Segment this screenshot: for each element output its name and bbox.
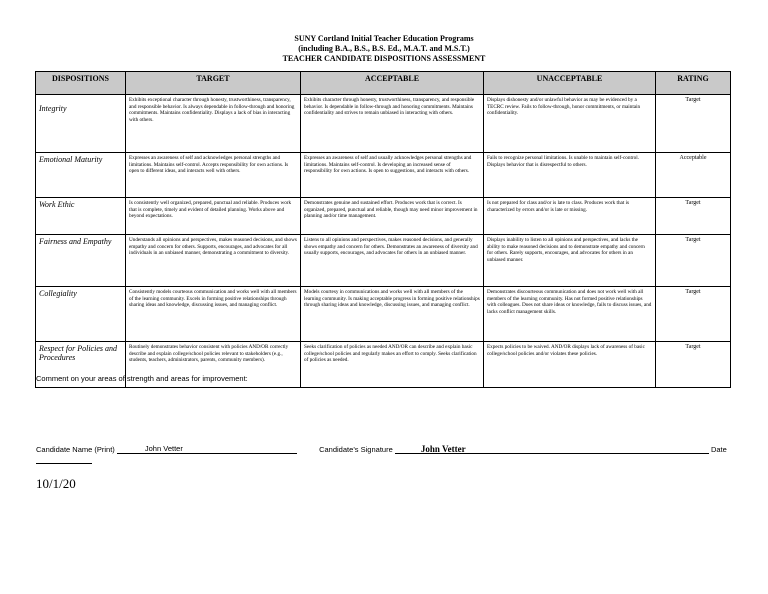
- acceptable-description: Listens to all opinions and perspectives, makes reasoned decisions, and generally shows empathy and concern for others. Demonstrates an awareness of diversity and usually supports, encourages, and advocates for others in an unbiased manner.: [301, 235, 484, 287]
- target-description: Understands all opinions and perspectives, makes reasoned decisions, and shows empathy and concern for others. Supports, encourages, and advocates for all individuals in an unbiased manner, demonstrating a commitment to diversity.: [126, 235, 301, 287]
- target-description: Is consistently well organized, prepared, punctual and reliable. Produces work that is complete, timely and evident of detailed planning. Works above and beyond expectations.: [126, 198, 301, 235]
- unacceptable-description: Displays dishonesty and/or unlawful behavior as may be evidenced by a TECRC review. Fails to follow-through, honor commitments, or maintain confidentiality.: [484, 95, 656, 153]
- target-description: Consistently models courteous communication and works well with all members of the learning community. Excels in forming positive relationships through sharing ideas and knowledge, discussing issues, and managing conflict.: [126, 287, 301, 342]
- header-rating: RATING: [656, 72, 731, 95]
- form-degree-subtitle: (including B.A., B.S., B.S. Ed., M.A.T. and M.S.T.): [298, 44, 470, 53]
- rating-value: Target: [656, 198, 731, 235]
- header-dispositions: DISPOSITIONS: [36, 72, 126, 95]
- rating-value: Target: [656, 235, 731, 287]
- target-description: Routinely demonstrates behavior consistent with policies AND/OR correctly describe and explain college/school policies relevant to stakeholders (e.g., students, teachers, administrators, parents, community members).: [126, 342, 301, 388]
- candidate-signature-field[interactable]: [421, 444, 709, 454]
- disposition-name: Collegiality: [36, 287, 126, 342]
- header-target: TARGET: [126, 72, 301, 95]
- disposition-name: Respect for Policies and Procedures: [36, 342, 126, 388]
- candidate-name-underline-lead: [117, 444, 145, 454]
- table-row: [36, 153, 731, 198]
- unacceptable-description: Demonstrates discourteous communication and does not work well with all members of the learning community. Has not formed positive relationships with colleagues. Does not share ideas or knowledge, fails to discuss issues, and lacks conflict management skills.: [484, 287, 656, 342]
- dispositions-rubric-table: [35, 71, 731, 388]
- table-row: [36, 287, 731, 342]
- unacceptable-description: Fails to recognize personal limitations. Is unable to maintain self-control. Displays behavior that is disrespectful to others.: [484, 153, 656, 198]
- unacceptable-description: Displays inability to listen to all opinions and perspectives, and lacks the ability to make reasoned decisions and to demonstrate empathy and concern for others. Rarely supports, encourages, and advocates for others in an unbiased manner.: [484, 235, 656, 287]
- acceptable-description: Expresses an awareness of self and usually acknowledges personal strengths and limitations. Maintains self-control. Is developing an increased sense of responsibility for own actions. Is open to suggestions, and interacts with others.: [301, 153, 484, 198]
- handwritten-signature: John Vetter: [420, 444, 466, 454]
- candidate-name-field[interactable]: John Vetter: [145, 444, 297, 454]
- disposition-name: Fairness and Empathy: [36, 235, 126, 287]
- disposition-name: Work Ethic: [36, 198, 126, 235]
- comment-prompt: Comment on your areas of strength and areas for improvement:: [36, 374, 248, 383]
- form-title: TEACHER CANDIDATE DISPOSITIONS ASSESSMENT: [282, 54, 486, 63]
- table-row: [36, 198, 731, 235]
- date-label: Date: [710, 445, 727, 454]
- target-description: Exhibits exceptional character through honesty, trustworthiness, transparency, and responsible behavior. Is always dependable in follow-through and honoring commitments. Maintains confidentiality. Displays a lack of bias in interacting with others.: [126, 95, 301, 153]
- form-institution-title: SUNY Cortland Initial Teacher Education Programs: [294, 34, 474, 43]
- handwritten-date: 10/1/20: [36, 476, 76, 491]
- candidate-name-label: Candidate Name (Print): [36, 445, 115, 454]
- acceptable-description: Demonstrates genuine and sustained effort. Produces work that is correct. Is organized, prepared, punctual and reliable, though may need minor improvement in planning and/or time management.: [301, 198, 484, 235]
- disposition-name: Integrity: [36, 95, 126, 153]
- signature-underline-lead: [395, 444, 421, 454]
- rubric-header-row: [36, 72, 731, 95]
- date-underline[interactable]: [36, 462, 92, 464]
- acceptable-description: Exhibits character through honesty, trustworthiness, transparency, and responsible behavior. Is dependable in follow-through and honoring commitments. Maintains confidentiality and strives to remain unbiased in interacting with others.: [301, 95, 484, 153]
- acceptable-description: Models courtesy in communications and works well with all members of the learning community. Is making acceptable progress in forming positive relationships through sharing ideas and knowledge, discussing issues, and managing conflict.: [301, 287, 484, 342]
- signature-line: [36, 444, 736, 454]
- header-unacceptable: UNACCEPTABLE: [484, 72, 656, 95]
- unacceptable-description: Is not prepared for class and/or is late to class. Produces work that is characterized by errors and/or is late or missing.: [484, 198, 656, 235]
- rating-value: Target: [656, 95, 731, 153]
- disposition-name: Emotional Maturity: [36, 153, 126, 198]
- rating-value: Target: [656, 342, 731, 388]
- rating-value: Acceptable: [656, 153, 731, 198]
- target-description: Expresses an awareness of self and acknowledges personal strengths and limitations. Maintains self-control. Accepts responsibility for own actions. Is open to different ideas, and interacts well with others.: [126, 153, 301, 198]
- header-acceptable: ACCEPTABLE: [301, 72, 484, 95]
- table-row: [36, 95, 731, 153]
- candidate-signature-label: Candidate’s Signature: [319, 445, 393, 454]
- unacceptable-description: Expects policies to be waived. AND/OR displays lack of awareness of basic college/school policies and/or violates these policies.: [484, 342, 656, 388]
- rating-value: Target: [656, 287, 731, 342]
- acceptable-description: Seeks clarification of policies as needed AND/OR can describe and explain basic college/school policies and regularly makes an effort to comply. Seeks clarification of policies as needed.: [301, 342, 484, 388]
- table-row: [36, 235, 731, 287]
